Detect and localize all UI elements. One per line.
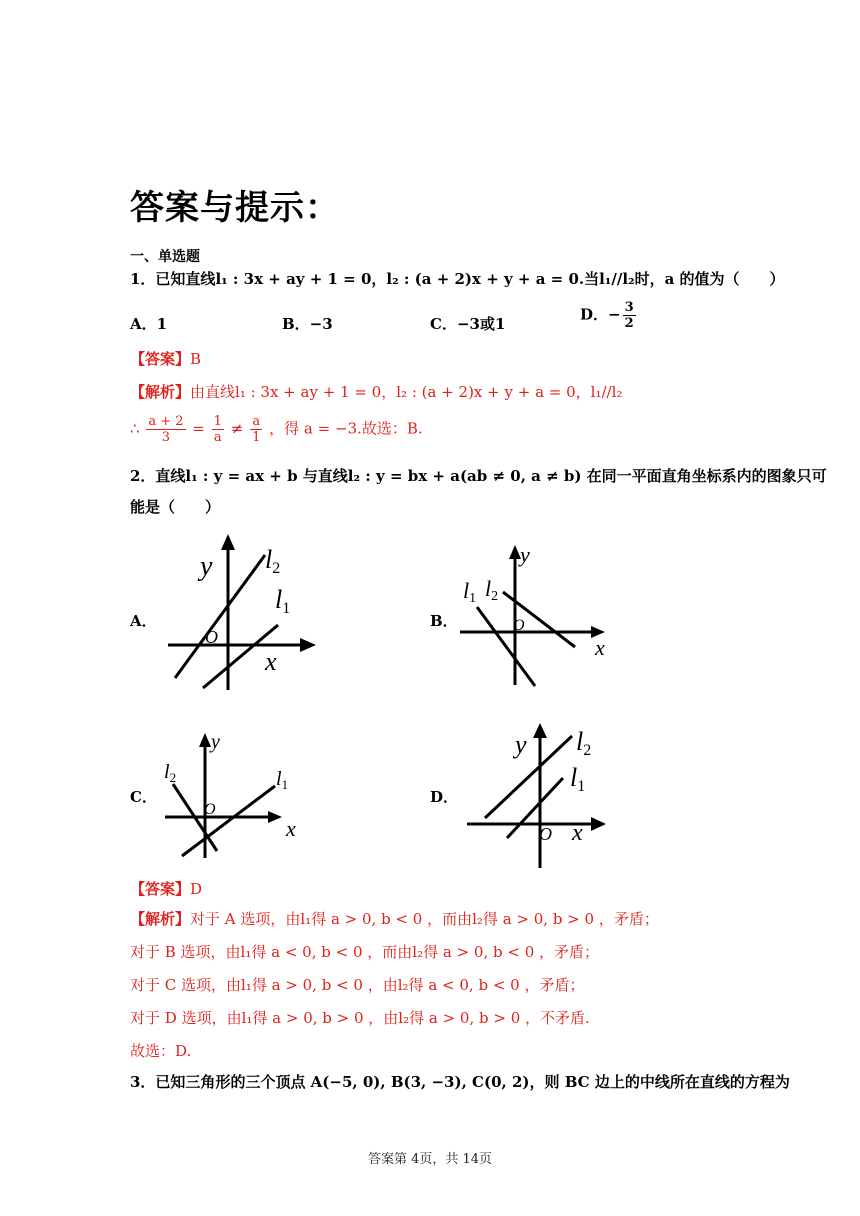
q1-derivation bbox=[130, 414, 423, 445]
q2-label-b: B． bbox=[430, 612, 458, 630]
y-axis-label: y bbox=[200, 551, 213, 582]
page-title: 答案与提示： bbox=[130, 188, 340, 228]
graph-d bbox=[455, 718, 620, 873]
x-axis-label: x bbox=[286, 816, 296, 841]
subscript: 1 bbox=[281, 777, 289, 792]
subscript: 1 bbox=[469, 591, 477, 606]
fraction-a-plus-2-over-3 bbox=[146, 414, 185, 445]
l1-label bbox=[570, 763, 585, 795]
fraction-denominator: 3 bbox=[161, 430, 171, 445]
subscript: 2 bbox=[491, 589, 499, 604]
l-letter: l bbox=[265, 545, 273, 574]
answer-tag: 【答案】 bbox=[130, 880, 191, 898]
subscript: 1 bbox=[282, 600, 291, 617]
question-1: 1．已知直线l₁ : 3x + ay + 1 = 0，l₂ : (a + 2)x + y + a = 0.当l₁//l₂时，a 的值为（ ） bbox=[130, 270, 785, 288]
fraction-denominator: 1 bbox=[252, 430, 261, 445]
l1-label bbox=[276, 768, 288, 792]
l2-label bbox=[265, 545, 280, 577]
x-axis-arrow bbox=[591, 817, 606, 831]
y-axis-label: y bbox=[211, 731, 220, 753]
q2-label-d: D． bbox=[430, 788, 459, 806]
q1-option-d-fraction bbox=[623, 300, 636, 331]
l-letter: l bbox=[276, 768, 282, 790]
fraction-a-over-1 bbox=[250, 414, 262, 445]
q2-analysis-1 bbox=[130, 908, 659, 929]
l-letter: l bbox=[570, 763, 578, 792]
origin-label: O bbox=[204, 801, 216, 818]
line-l2 bbox=[175, 555, 265, 678]
fraction-denominator: 2 bbox=[624, 316, 634, 331]
fraction-1-over-a bbox=[212, 414, 224, 445]
question-2-line-1: 2．直线l₁ : y = ax + b 与直线l₂ : y = bx + a(ab ≠ 0, a ≠ b) 在同一平面直角坐标系内的图象只可 bbox=[130, 467, 827, 485]
question-3: 3．已知三角形的三个顶点 A(−5, 0), B(3, −3), C(0, 2)，则 BC 边上的中线所在直线的方程为 bbox=[130, 1073, 790, 1091]
y-axis-arrow bbox=[533, 723, 547, 738]
graph-b bbox=[455, 540, 620, 690]
y-axis-arrow bbox=[199, 733, 211, 747]
q1-option-a: A．1 bbox=[130, 315, 168, 333]
section-heading: 一、单选题 bbox=[130, 249, 200, 265]
subscript: 2 bbox=[169, 770, 177, 785]
line-l1 bbox=[507, 778, 563, 838]
line-l1 bbox=[477, 607, 535, 686]
l-letter: l bbox=[164, 761, 170, 783]
origin-label: O bbox=[205, 627, 218, 647]
fraction-numerator: 3 bbox=[624, 300, 634, 315]
answer-tag: 【答案】 bbox=[130, 350, 191, 368]
therefore-symbol: ∴ bbox=[130, 419, 140, 438]
q2-label-c: C． bbox=[130, 788, 157, 806]
l1-label bbox=[275, 585, 290, 617]
not-equal-sign: ≠ bbox=[230, 419, 244, 438]
graph-a bbox=[160, 530, 330, 695]
q1-option-d-label: D．− bbox=[580, 305, 621, 324]
q2-analysis-2: 对于 B 选项，由l₁得 a < 0, b < 0 ，而由l₂得 a > 0, b < 0 ，矛盾； bbox=[130, 943, 600, 961]
subscript: 2 bbox=[583, 742, 592, 759]
x-axis-label: x bbox=[595, 635, 605, 660]
answer-value: D bbox=[190, 880, 203, 898]
x-axis-arrow bbox=[268, 811, 282, 823]
equals-sign: = bbox=[192, 419, 205, 438]
y-axis-arrow bbox=[221, 534, 235, 550]
l2-label bbox=[485, 576, 498, 604]
fraction-numerator: 1 bbox=[213, 414, 222, 429]
analysis-text: 对于 A 选项，由l₁得 a > 0, b < 0 ，而由l₂得 a > 0, b > 0 ，矛盾； bbox=[190, 910, 659, 928]
derivation-conclusion: ，得 a = −3.故选：B. bbox=[269, 419, 423, 438]
q1-option-d bbox=[580, 300, 638, 331]
q2-analysis-5: 故选：D. bbox=[130, 1042, 192, 1060]
l-letter: l bbox=[463, 578, 470, 603]
y-axis-label: y bbox=[515, 730, 527, 759]
x-axis-label: x bbox=[265, 647, 277, 676]
l2-label bbox=[164, 761, 176, 785]
analysis-tag: 【解析】 bbox=[130, 383, 191, 401]
analysis-text: 由直线l₁ : 3x + ay + 1 = 0，l₂ : (a + 2)x + y + a = 0，l₁//l₂ bbox=[190, 383, 623, 401]
fraction-numerator: a + 2 bbox=[148, 414, 184, 429]
x-axis-label: x bbox=[572, 820, 583, 846]
q1-option-b: B．−3 bbox=[282, 315, 333, 333]
fraction-numerator: a bbox=[250, 414, 262, 430]
origin-label: O bbox=[513, 617, 525, 634]
line-l2 bbox=[485, 736, 572, 818]
page-footer: 答案第 4页，共 14页 bbox=[367, 1152, 493, 1167]
l-letter: l bbox=[275, 585, 283, 614]
subscript: 2 bbox=[272, 560, 281, 577]
y-axis-label: y bbox=[520, 542, 530, 567]
fraction-denominator: a bbox=[213, 430, 222, 445]
q2-analysis-4: 对于 D 选项，由l₁得 a > 0, b > 0 ，由l₂得 a > 0, b > 0 ，不矛盾. bbox=[130, 1009, 590, 1027]
l2-label bbox=[576, 727, 591, 759]
l-letter: l bbox=[485, 576, 492, 601]
q2-analysis-3: 对于 C 选项，由l₁得 a > 0, b < 0 ，由l₂得 a < 0, b < 0 ，矛盾； bbox=[130, 976, 585, 994]
subscript: 1 bbox=[577, 778, 586, 795]
answer-value: B bbox=[190, 350, 202, 368]
q2-label-a: A． bbox=[130, 612, 157, 630]
graph-c bbox=[160, 728, 310, 863]
q1-answer bbox=[130, 348, 201, 369]
origin-label: O bbox=[539, 824, 552, 844]
l1-label bbox=[463, 578, 476, 606]
q1-option-c: C．−3或1 bbox=[430, 315, 506, 333]
q1-analysis bbox=[130, 381, 622, 402]
l-letter: l bbox=[576, 727, 584, 756]
x-axis-arrow bbox=[300, 638, 316, 652]
analysis-tag: 【解析】 bbox=[130, 910, 191, 928]
question-2-line-2: 能是（ ） bbox=[130, 498, 221, 516]
q2-answer bbox=[130, 878, 202, 899]
